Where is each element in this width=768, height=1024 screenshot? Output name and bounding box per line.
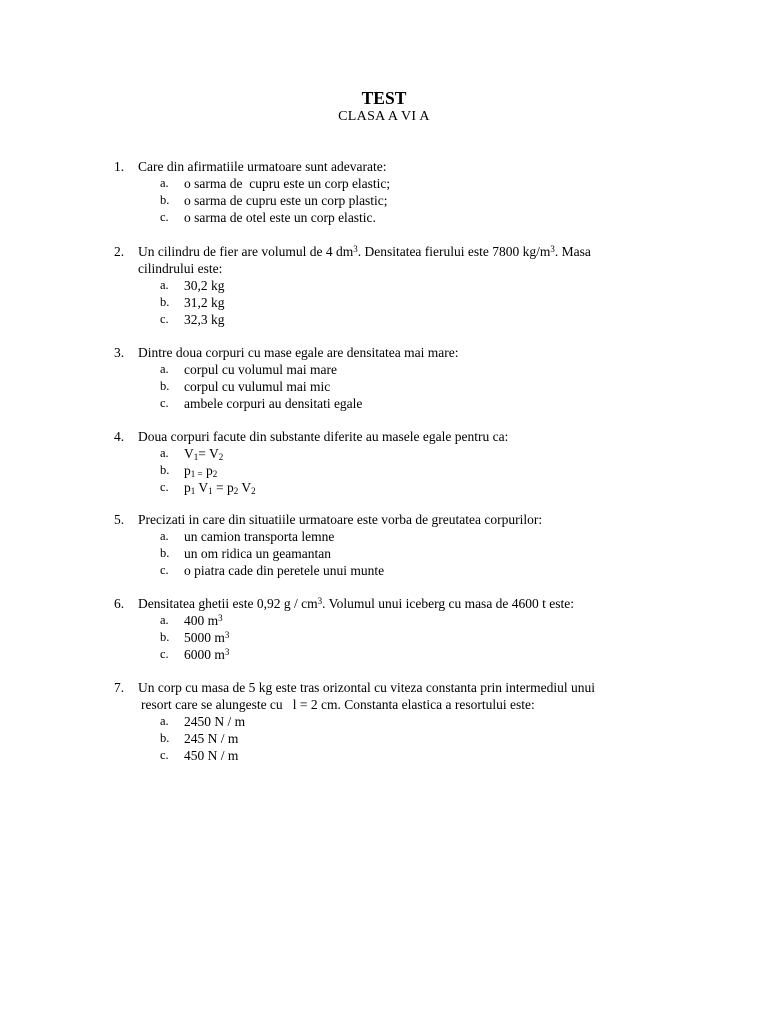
formula-part: = V — [198, 446, 219, 461]
option-text: o sarma de cupru este un corp plastic; — [184, 193, 388, 208]
option-a — [0, 528, 768, 545]
option-c — [0, 747, 768, 764]
option-b — [0, 730, 768, 747]
question-text: Doua corpuri facute din substante diferite au masele egale pentru ca: — [138, 429, 509, 444]
question-text: Dintre doua corpuri cu mase egale are densitatea mai mare: — [138, 345, 459, 360]
option-a — [0, 612, 768, 629]
option-value: 5000 m — [184, 630, 225, 645]
question-text-continuation: cilindrului este: — [138, 261, 223, 276]
question-number: 5. — [114, 512, 125, 527]
question-number: 2. — [114, 244, 125, 259]
question-text-part: Densitatea ghetii este 0,92 g / cm — [138, 596, 318, 611]
option-a — [0, 445, 768, 462]
option-a — [0, 713, 768, 730]
question-number: 3. — [114, 345, 125, 360]
question-text — [138, 595, 574, 612]
subscript: 2 — [212, 469, 218, 479]
option-a — [0, 277, 768, 294]
formula-part: p — [184, 480, 191, 495]
question-6 — [0, 595, 768, 663]
option-text: 245 N / m — [184, 731, 239, 746]
formula-part: V — [195, 480, 209, 495]
option-letter: b. — [160, 379, 170, 393]
option-letter: c. — [160, 748, 169, 762]
option-letter: c. — [160, 647, 169, 661]
option-letter: b. — [160, 630, 170, 644]
question-text: Precizati in care din situatiile urmatoare este vorba de greutatea corpurilor: — [138, 512, 543, 527]
option-b — [0, 462, 768, 479]
option-formula — [184, 479, 256, 496]
subscript: 1 = — [190, 469, 203, 479]
option-letter: b. — [160, 193, 170, 207]
option-b — [0, 192, 768, 209]
option-letter: a. — [160, 529, 169, 543]
option-b — [0, 545, 768, 562]
superscript: 3 — [353, 244, 358, 254]
option-letter: c. — [160, 480, 169, 494]
page-title: TEST — [361, 88, 407, 108]
option-b — [0, 294, 768, 311]
option-c — [0, 646, 768, 663]
question-number: 4. — [114, 429, 125, 444]
option-letter: a. — [160, 176, 169, 190]
question-number: 7. — [114, 680, 125, 695]
option-a — [0, 175, 768, 192]
question-text-part: . Volumul unui iceberg cu masa de 4600 t este: — [322, 596, 575, 611]
option-text: 450 N / m — [184, 748, 239, 763]
subscript: 2 — [218, 452, 224, 462]
question-4 — [0, 428, 768, 496]
question-number: 1. — [114, 159, 125, 174]
option-text — [184, 629, 229, 646]
question-text — [138, 243, 591, 260]
option-letter: a. — [160, 714, 169, 728]
formula-part: V — [238, 480, 252, 495]
option-letter: b. — [160, 731, 170, 745]
option-letter: a. — [160, 613, 169, 627]
superscript: 3 — [317, 596, 323, 606]
option-letter: c. — [160, 563, 169, 577]
option-text: corpul cu vulumul mai mic — [184, 379, 331, 394]
question-5 — [0, 511, 768, 579]
question-text: Care din afirmatiile urmatoare sunt adevarate: — [138, 159, 387, 174]
option-letter: b. — [160, 463, 170, 477]
question-7 — [0, 679, 768, 764]
option-a — [0, 361, 768, 378]
question-text-part: . Masa — [554, 244, 591, 259]
option-text: un om ridica un geamantan — [184, 546, 331, 561]
option-text: un camion transporta lemne — [184, 529, 335, 544]
page-subtitle: CLASA A VI A — [338, 109, 430, 124]
option-text — [184, 612, 223, 629]
option-letter: a. — [160, 362, 169, 376]
option-value: 400 m — [184, 613, 219, 628]
question-text-part: Un cilindru de fier are volumul de 4 dm — [138, 244, 354, 259]
option-c — [0, 209, 768, 226]
superscript: 3 — [224, 630, 230, 640]
option-b — [0, 629, 768, 646]
question-text-part: . Densitatea fierului este 7800 kg/m — [357, 244, 551, 259]
superscript: 3 — [224, 647, 230, 657]
question-text: Un corp cu masa de 5 kg este tras orizontal cu viteza constanta prin intermediul unui — [138, 680, 595, 695]
option-text: ambele corpuri au densitati egale — [184, 396, 363, 411]
option-c — [0, 311, 768, 328]
option-letter: a. — [160, 278, 169, 292]
option-letter: b. — [160, 295, 170, 309]
option-letter: c. — [160, 396, 169, 410]
option-formula — [184, 445, 223, 462]
question-2 — [0, 243, 768, 328]
option-text: corpul cu volumul mai mare — [184, 362, 337, 377]
option-text: o sarma de otel este un corp elastic. — [184, 210, 376, 225]
formula-part: = p — [212, 480, 234, 495]
superscript: 3 — [550, 244, 555, 254]
subscript: 2 — [233, 486, 239, 496]
option-letter: b. — [160, 546, 170, 560]
superscript: 3 — [218, 613, 223, 623]
option-text: o piatra cade din peretele unui munte — [184, 563, 385, 578]
option-letter: c. — [160, 210, 169, 224]
option-b — [0, 378, 768, 395]
option-letter: a. — [160, 446, 169, 460]
option-text: 30,2 kg — [184, 278, 225, 293]
subscript: 1 — [190, 486, 196, 496]
formula-part: p — [184, 463, 191, 478]
question-text-continuation: resort care se alungeste cu l = 2 cm. Constanta elastica a resortului este: — [141, 697, 535, 712]
option-text: 31,2 kg — [184, 295, 225, 310]
question-1 — [0, 158, 768, 226]
formula-part: p — [202, 463, 213, 478]
option-c — [0, 479, 768, 496]
option-value: 6000 m — [184, 647, 225, 662]
option-c — [0, 562, 768, 579]
option-letter: c. — [160, 312, 169, 326]
subscript: 1 — [208, 486, 213, 496]
option-text: 2450 N / m — [184, 714, 246, 729]
subscript: 1 — [193, 452, 199, 462]
question-number: 6. — [114, 596, 125, 611]
subscript: 2 — [251, 486, 256, 496]
option-formula — [184, 462, 217, 479]
question-3 — [0, 344, 768, 412]
option-text — [184, 646, 229, 663]
option-text: 32,3 kg — [184, 312, 225, 327]
formula-part: V — [184, 446, 194, 461]
option-c — [0, 395, 768, 412]
option-text: o sarma de cupru este un corp elastic; — [184, 176, 391, 191]
